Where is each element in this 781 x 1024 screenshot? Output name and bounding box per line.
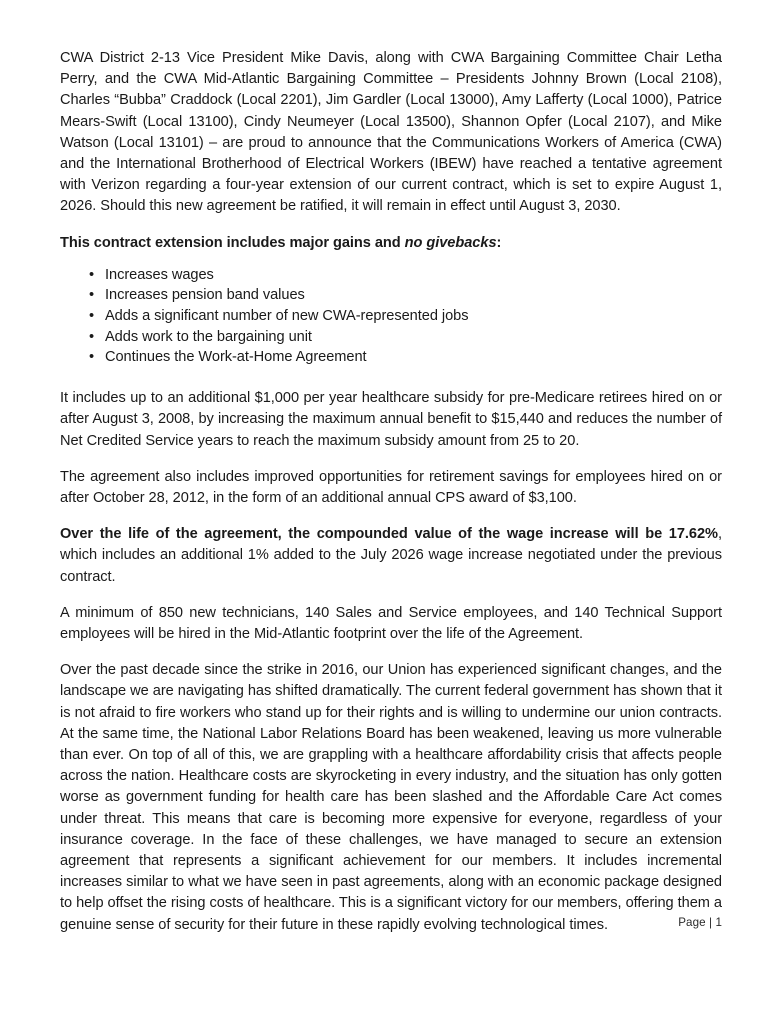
list-item: • Increases wages [60, 265, 722, 286]
section-heading-suffix: : [496, 234, 502, 251]
paragraph-healthcare-subsidy: It includes up to an additional $1,000 per year healthcare subsidy for pre-Medicare retirees hired on or after August 3, 2008, by increasing the maximum annual benefit to $15,440 and reduces the number of Net Credited Service years to reach the maximum subsidy amount from 25 to 20. [60, 390, 722, 449]
document-body [60, 48, 722, 951]
list-item: • Continues the Work-at-Home Agreement [60, 347, 722, 368]
list-item: • Adds work to the bargaining unit [60, 327, 722, 348]
paragraph-wage-increase [60, 524, 722, 588]
list-item: • Adds a significant number of new CWA-represented jobs [60, 306, 722, 327]
section-heading-italic: no givebacks [404, 234, 497, 251]
wage-increase-highlight: Over the life of the agreement, the compounded value of the wage increase will be 17.62% [60, 526, 718, 543]
paragraph-intro: CWA District 2-13 Vice President Mike Davis, along with CWA Bargaining Committee Chair Letha Perry, and the CWA Mid-Atlantic Bargaining Committee – Presidents Johnny Brown (Local 2108), Charles “Bubba” Craddock (Local 2201), Jim Gardler (Local 13000), Amy Lafferty (Local 1000), Patrice Mears-Swift (Local 13100), Cindy Neumeyer (Local 13500), Shannon Opfer (Local 2107), and Mike Watson (Local 13101) – are proud to announce that the Communications Workers of America (CWA) and the International Brotherhood of Electrical Workers (IBEW) have reached a tentative agreement with Verizon regarding a four-year extension of our current contract, which is set to expire August 1, 2026. Should this new agreement be ratified, it will remain in effect until August 3, 2030. [60, 50, 722, 215]
paragraph-closing-statement: Over the past decade since the strike in 2016, our Union has experienced significant changes, and the landscape we are navigating has shifted dramatically. The current federal government has shown that it is not afraid to fire workers who stand up for their rights and is willing to undermine our union contracts. At the same time, the National Labor Relations Board has been weakened, leaving us more vulnerable than ever. On top of all of this, we are grappling with a healthcare affordability crisis that affects people across the nation. Healthcare costs are skyrocketing in every industry, and the situation has only gotten worse as government funding for health care has been slashed and the Affordable Care Act comes under threat. This means that care is becoming more expensive for everyone, regardless of your insurance coverage. In the face of these challenges, we have managed to secure an extension agreement that represents a significant achievement for our members. It includes incremental increases similar to what we have seen in past agreements, along with an economic package designed to help offset the rising costs of healthcare. This is a significant victory for our members, offering them a genuine sense of security for their future in these rapidly evolving technological times. [60, 662, 722, 933]
section-heading-prefix: This contract extension includes major gains and [60, 234, 405, 251]
wage-increase-remainder: , which includes an additional 1% added to the July 2026 wage increase negotiated under the previous contract. [60, 526, 722, 585]
list-item: • Increases pension band values [60, 285, 722, 306]
page-footer: Page | 1 [678, 916, 722, 929]
gains-list [60, 265, 722, 369]
paragraph-retirement-savings: The agreement also includes improved opportunities for retirement savings for employees hired on or after October 28, 2012, in the form of an additional annual CPS award of $3,100. [60, 468, 722, 506]
paragraph-hiring-commitment: A minimum of 850 new technicians, 140 Sales and Service employees, and 140 Technical Support employees will be hired in the Mid-Atlantic footprint over the life of the Agreement. [60, 604, 722, 642]
section-heading-gains [60, 233, 722, 254]
